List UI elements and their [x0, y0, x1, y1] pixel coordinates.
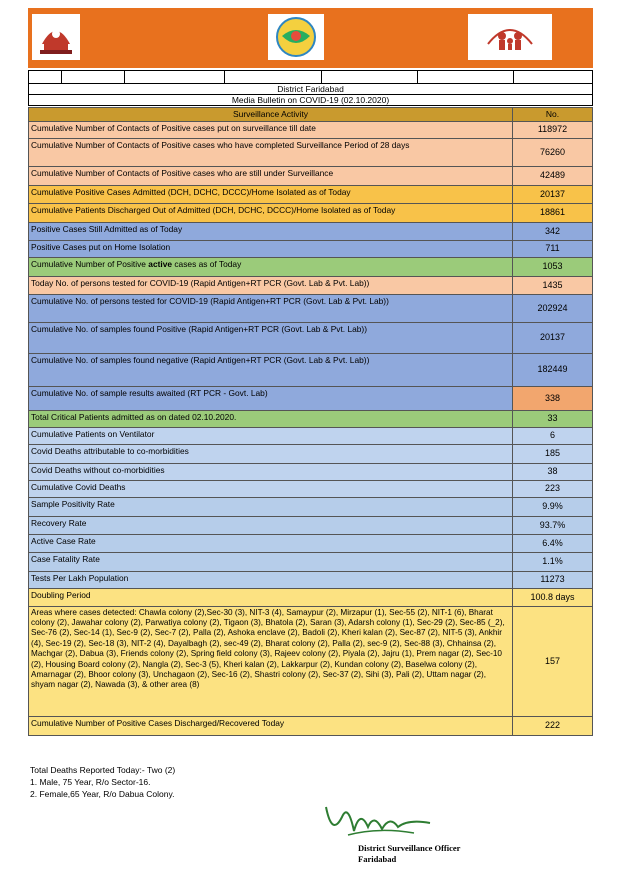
table-row — [29, 516, 593, 534]
row-value: 711 — [513, 240, 593, 257]
table-row — [29, 240, 593, 257]
bulletin-header — [28, 70, 593, 106]
label-part: cases as of Today — [172, 258, 242, 269]
row-label: Total Critical Patients admitted as on dated 02.10.2020. — [29, 410, 513, 427]
row-label: Cumulative No. of samples found Positive (Rapid Antigen+RT PCR (Govt. Lab & Pvt. Lab)) — [29, 322, 513, 353]
table-row — [29, 322, 593, 353]
row-label: Cumulative Number of Contacts of Positive cases put on surveillance till date — [29, 121, 513, 138]
officer-title: District Surveillance Officer — [358, 843, 461, 853]
table-row — [29, 497, 593, 516]
row-label: Case Fatality Rate — [29, 552, 513, 571]
row-label: Active Case Rate — [29, 534, 513, 552]
row-value: 338 — [513, 386, 593, 410]
row-value: 9.9% — [513, 497, 593, 516]
table-row — [29, 222, 593, 240]
row-label: Sample Positivity Rate — [29, 497, 513, 516]
table-row — [29, 534, 593, 552]
row-label: Covid Deaths without co-morbidities — [29, 463, 513, 480]
table-row — [29, 166, 593, 185]
table-row — [29, 353, 593, 386]
death-entry: 2. Female,65 Year, R/o Dabua Colony. — [30, 789, 175, 799]
row-value: 342 — [513, 222, 593, 240]
national-health-mission-logo-icon — [468, 14, 552, 60]
row-label: Positive Cases put on Home Isolation — [29, 240, 513, 257]
table-row — [29, 427, 593, 444]
row-label: Areas where cases detected: Chawla colony (2),Sec-30 (3), NIT-3 (4), Samaypur (2), Mirzapur (1), Sec-55 (2), NIT-1 (6), Bharat colony (2), Jawahar colony (2), Parwatiya colony (2), Tigaon (3), Bhatola (2), Saran (3), Adarsh colony (1), Sec-29 (2), Sec-85 (_2), Sec-76 (2), Sec-14 (1), Sec-9 (2), Sec-7 (2), Palla (2), Ashoka enclave (2), Badoli (2), Kheri kalan (2), Sec-87 (2), NIT-5 (3), Ankhir (4), Sec-19 (2), Sec-18 (3), NIT-2 (4), Dayalbagh (2), sec-49 (2), Bharat colony (2), Palla (2), sec-9 (2), Sec-88 (3), Chhainsa (2), Machgar (2), Dabua (3), Friends colony (2), Spring field colony (3), Rajeev colony (2), Piyala (2), Jajru (1), Prem nagar (2), Sec-10 (2), Housing Board colony (2), Nangla (2), Sec-3 (5), Kheri kalan (2), Lakkarpur (2), Kundan colony (2), Baselwa colony (2), Amarnagar (2), Bhoor colony (3), Unchagaon (2), Sec-16 (2), Shastri colony (2), Sec-37 (2), Sihi (3), Pali (2), Uttam nagar (2), shyam nagar (2), Nawada (3), & other area (8) — [29, 606, 513, 716]
row-value: 222 — [513, 716, 593, 735]
row-label: Cumulative Patients Discharged Out of Admitted (DCH, DCHC, DCCC)/Home Isolated as of Today — [29, 203, 513, 222]
table-row — [29, 606, 593, 716]
row-label: Cumulative No. of persons tested for COVID-19 (Rapid Antigen+RT PCR (Govt. Lab & Pvt. Lab)) — [29, 294, 513, 322]
table-row — [29, 716, 593, 735]
row-value: 93.7% — [513, 516, 593, 534]
row-value: 76260 — [513, 138, 593, 166]
row-label — [29, 257, 513, 276]
signature-block — [358, 843, 460, 865]
row-value: 6 — [513, 427, 593, 444]
column-header-no: No. — [513, 108, 593, 122]
district-title: District Faridabad — [29, 84, 592, 95]
row-value: 33 — [513, 410, 593, 427]
header-grid-row — [29, 71, 592, 84]
row-value: 11273 — [513, 571, 593, 588]
table-row — [29, 121, 593, 138]
table-row — [29, 463, 593, 480]
row-label: Cumulative Patients on Ventilator — [29, 427, 513, 444]
row-value: 6.4% — [513, 534, 593, 552]
table-row — [29, 203, 593, 222]
table-row — [29, 571, 593, 588]
row-value: 185 — [513, 444, 593, 463]
row-value: 1.1% — [513, 552, 593, 571]
row-value: 1053 — [513, 257, 593, 276]
row-value: 20137 — [513, 322, 593, 353]
deaths-summary: Total Deaths Reported Today:- Two (2) — [30, 765, 176, 775]
table-header-row — [29, 108, 593, 122]
row-value: 100.8 days — [513, 588, 593, 606]
table-row — [29, 444, 593, 463]
row-value: 20137 — [513, 185, 593, 203]
health-department-logo-icon — [268, 14, 324, 60]
row-label: Recovery Rate — [29, 516, 513, 534]
row-value: 223 — [513, 480, 593, 497]
row-label: Cumulative Number of Contacts of Positive cases who are still under Surveillance — [29, 166, 513, 185]
row-label: Cumulative Number of Positive Cases Discharged/Recovered Today — [29, 716, 513, 735]
table-row — [29, 294, 593, 322]
row-label: Cumulative No. of samples found negative (Rapid Antigen+RT PCR (Govt. Lab & Pvt. Lab)) — [29, 353, 513, 386]
table-row — [29, 257, 593, 276]
death-entry: 1. Male, 75 Year, R/o Sector-16. — [30, 777, 151, 787]
bulletin-title: Media Bulletin on COVID-19 (02.10.2020) — [231, 95, 390, 105]
header-banner — [28, 8, 593, 68]
table-row — [29, 410, 593, 427]
label-emphasis: active — [148, 258, 173, 269]
deaths-note — [30, 764, 175, 800]
row-value: 157 — [513, 606, 593, 716]
row-value: 182449 — [513, 353, 593, 386]
row-value: 118972 — [513, 121, 593, 138]
row-label: Covid Deaths attributable to co-morbidities — [29, 444, 513, 463]
table-row — [29, 185, 593, 203]
row-value: 202924 — [513, 294, 593, 322]
row-label: Cumulative Covid Deaths — [29, 480, 513, 497]
row-label: Positive Cases Still Admitted as of Today — [29, 222, 513, 240]
row-label: Today No. of persons tested for COVID-19 (Rapid Antigen+RT PCR (Govt. Lab & Pvt. Lab)) — [29, 276, 513, 294]
signature-icon — [318, 797, 438, 849]
row-value: 38 — [513, 463, 593, 480]
row-label: Cumulative Positive Cases Admitted (DCH, DCHC, DCCC)/Home Isolated as of Today — [29, 185, 513, 203]
table-row — [29, 276, 593, 294]
label-part: Cumulative Number of Positive — [31, 258, 149, 269]
table-row — [29, 588, 593, 606]
row-label: Cumulative Number of Contacts of Positive cases who have completed Surveillance Period of 28 days — [29, 138, 513, 166]
row-label: Cumulative No. of sample results awaited (RT PCR - Govt. Lab) — [29, 386, 513, 410]
row-value: 42489 — [513, 166, 593, 185]
row-label: Doubling Period — [29, 588, 513, 606]
table-row — [29, 138, 593, 166]
surveillance-table — [28, 107, 593, 736]
row-value: 1435 — [513, 276, 593, 294]
row-label: Tests Per Lakh Population — [29, 571, 513, 588]
table-row — [29, 386, 593, 410]
table-row — [29, 480, 593, 497]
table-row — [29, 552, 593, 571]
officer-place: Faridabad — [358, 854, 397, 864]
row-value: 18861 — [513, 203, 593, 222]
column-header-activity: Surveillance Activity — [29, 108, 513, 122]
haryana-emblem-icon — [32, 14, 80, 60]
